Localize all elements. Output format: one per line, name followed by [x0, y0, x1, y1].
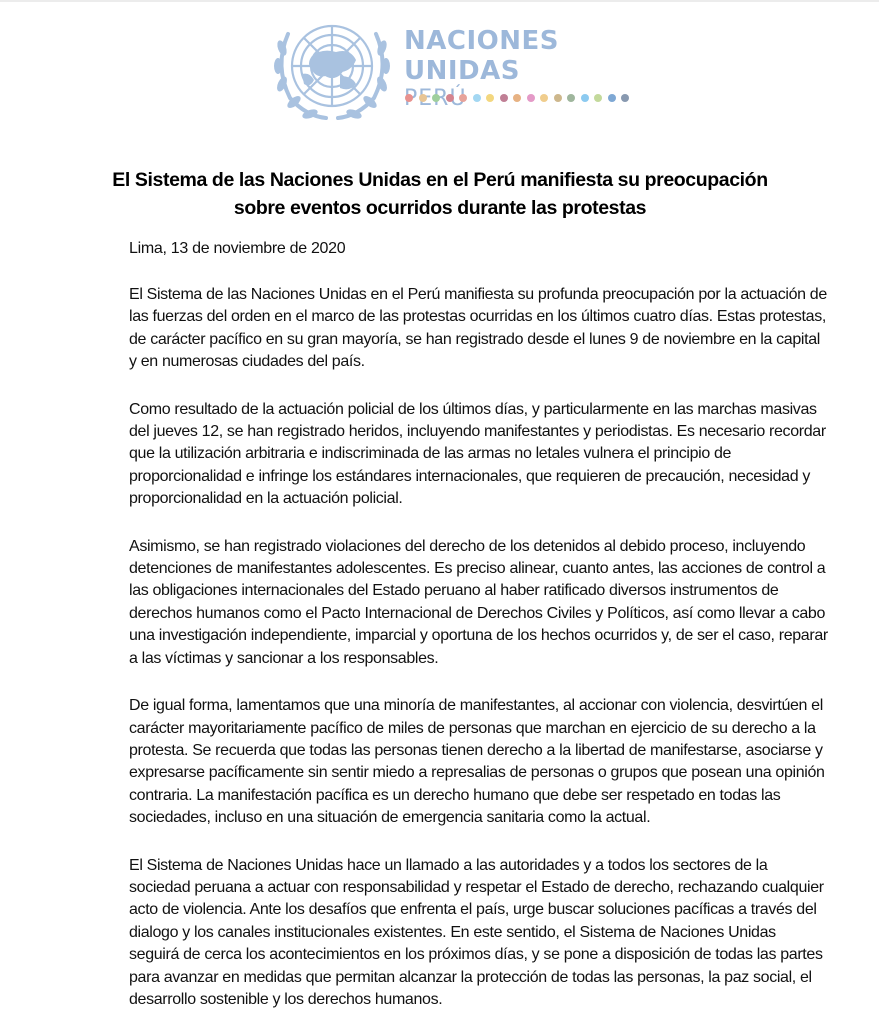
- document-date: Lima, 13 de noviembre de 2020: [129, 240, 346, 257]
- sdg-dot: [419, 94, 427, 102]
- sdg-dot: [554, 94, 562, 102]
- paragraph-2: Como resultado de la actuación policial de los últimos días, y particularmente en las marchas masivas del jueves 12, se han registrado heridos, incluyendo manifestantes y periodistas. Es necesario recordar que la utilización arbitraria e indiscriminada de las armas no letales vulnera el principio de proporcionalidad e infringe los estándares internacionales, que requieren de precaución, necesidad y proporcionalidad en la actuación policial.: [129, 400, 826, 508]
- sdg-dot: [621, 94, 629, 102]
- sdg-dot: [513, 94, 521, 102]
- sdg-dot: [405, 94, 413, 102]
- sdg-dot: [459, 94, 467, 102]
- paragraph-5: El Sistema de Naciones Unidas hace un llamado a las autoridades y a todos los sectores de la sociedad peruana a actuar con responsabilidad y respetar el Estado de derecho, rechazando cualquier acto de violencia. Ante los desafíos que enfrenta el país, urge buscar soluciones pacíficas a través del dialogo y los canales institucionales existentes. En este sentido, el Sistema de Naciones Unidas seguirá de cerca los acontecimientos en los próximos días, y se pone a disposición de todas las partes para avanzar en medidas que permitan alcanzar la protección de todas las personas, la paz social, el desarrollo sostenible y los derechos humanos.: [129, 856, 824, 1008]
- sdg-dot: [581, 94, 589, 102]
- sdg-color-dots: [405, 94, 629, 102]
- document-title: El Sistema de las Naciones Unidas en el Perú manifiesta su preocupación sobre eventos ocurridos durante las protestas: [112, 169, 768, 219]
- sdg-dot: [540, 94, 548, 102]
- sdg-dot: [567, 94, 575, 102]
- document-body: [129, 238, 829, 1036]
- sdg-dot: [608, 94, 616, 102]
- sdg-dot: [432, 94, 440, 102]
- org-name: NACIONES UNIDAS: [404, 26, 559, 86]
- sdg-dot: [473, 94, 481, 102]
- sdg-dot: [486, 94, 494, 102]
- top-border: [0, 0, 879, 2]
- un-emblem-icon: [266, 14, 398, 126]
- sdg-dot: [594, 94, 602, 102]
- letterhead: [262, 12, 662, 122]
- sdg-dot: [500, 94, 508, 102]
- paragraph-4: De igual forma, lamentamos que una minoría de manifestantes, al accionar con violencia, desvirtúen el carácter mayoritariamente pacífico de miles de personas que marchan en ejercicio de su derecho a la protesta. Se recuerda que todas las personas tienen derecho a la libertad de manifestarse, asociarse y expresarse pacíficamente sin sentir miedo a represalias de personas o grupos que posean una opinión contraria. La manifestación pacífica es un derecho humano que debe ser respetado en todas las sociedades, incluso en una situación de emergencia sanitaria como la actual.: [129, 697, 825, 827]
- paragraph-1: El Sistema de las Naciones Unidas en el Perú manifiesta su profunda preocupación por la actuación de las fuerzas del orden en el marco de las protestas ocurridas en los últimos cuatro días. Estas protestas, de carácter pacífico en su gran mayoría, se han registrado desde el lunes 9 de noviembre en la capital y en numerosas ciudades del país.: [129, 286, 827, 371]
- sdg-dot: [527, 94, 535, 102]
- paragraph-3: Asimismo, se han registrado violaciones del derecho de los detenidos al debido proceso, incluyendo detenciones de manifestantes adolescentes. Es preciso alinear, cuanto antes, las acciones de control a las obligaciones internacionales del Estado peruano al haber ratificado diversos instrumentos de derechos humanos como el Pacto Internacional de Derechos Civiles y Políticos, así como llevar a cabo una investigación independiente, imparcial y oportuna de los hechos ocurridos y, de ser el caso, reparar a las víctimas y sancionar a los responsables.: [129, 537, 828, 667]
- sdg-dot: [446, 94, 454, 102]
